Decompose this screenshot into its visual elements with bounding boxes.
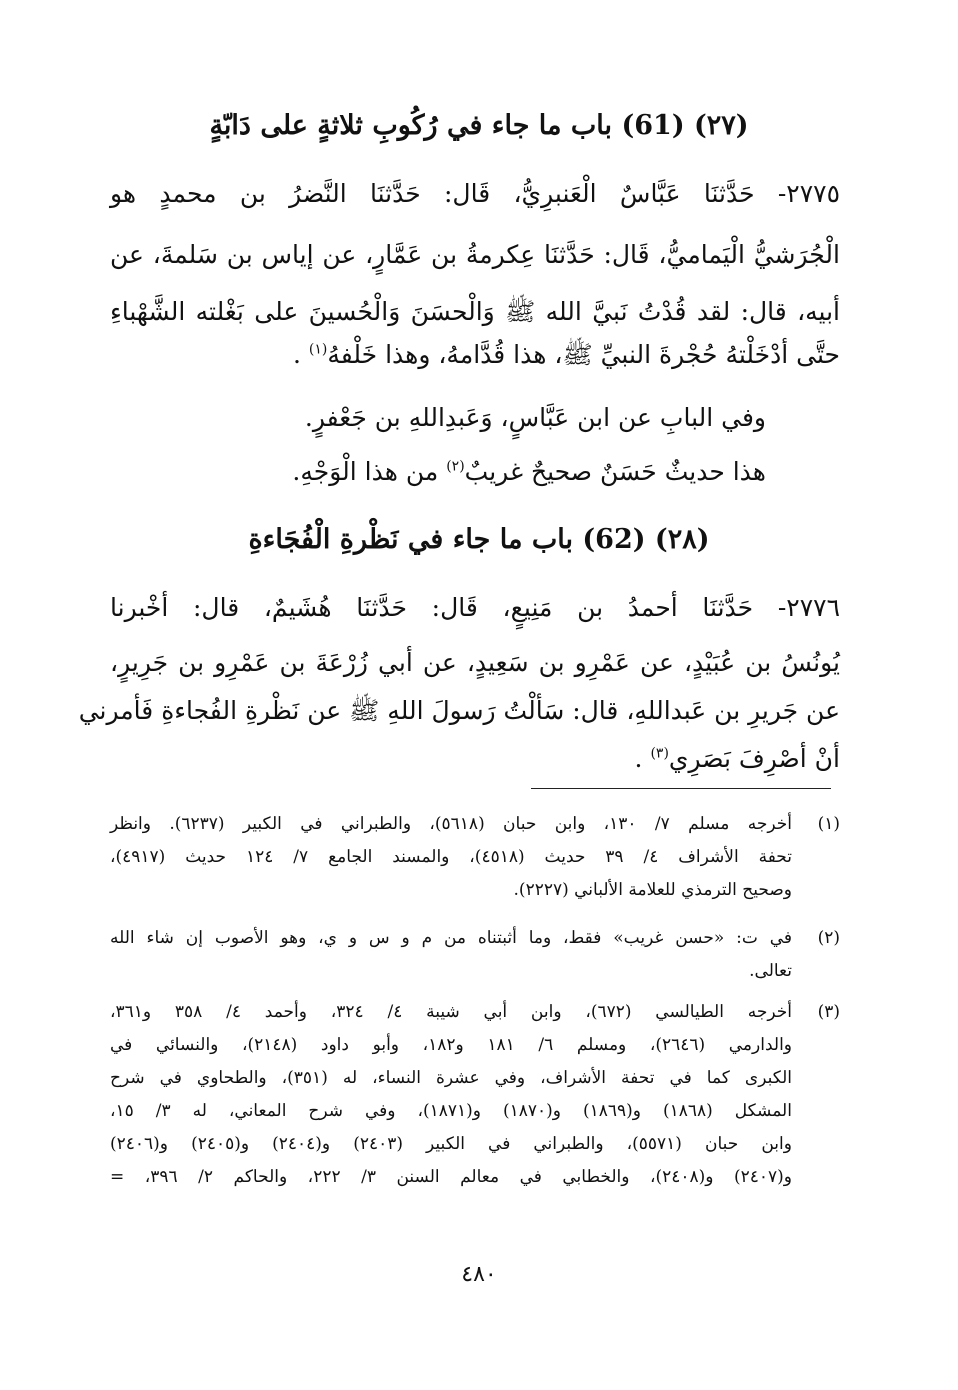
footnote-line: و(٢٤٠٧) و(٢٤٠٨)، والخطابي في معالم السنن ٣/ ٢٢٢، والحاكم ٢/ ٣٩٦، = bbox=[110, 1167, 793, 1187]
bab-note: وفي البابِ عن ابن عَبَّاسٍ، وَعَبدِاللهِ بن جَعْفرٍ. bbox=[304, 403, 766, 432]
footnote-line: وصحيح الترمذي للعلامة الألباني (٢٢٢٧). bbox=[513, 880, 792, 900]
footnote-line: تحفة الأشراف ٤/ ٣٩ حديث (٤٥١٨)، والمسند الجامع ٧/ ١٢٤ حديث (٤٩١٧)، bbox=[110, 847, 793, 867]
footnote-line: الكبرى كما في تحفة الأشراف، وفي عشرة النساء، له (٣٥١)، والطحاوي في شرح bbox=[110, 1068, 792, 1088]
hadith-end: . bbox=[634, 744, 651, 773]
hadith-line: ٢٧٧٦- حَدَّثنَا أحمدُ بن مَنِيعٍ، قَال: حَدَّثنَا هُشَيمٌ، قال: أخْبرنا bbox=[110, 593, 840, 622]
footnote-line: في ت: «حسن غريب» فقط، وما أثبتناه من م و س و ي، وهو الأصوب إن شاء الله bbox=[110, 928, 792, 948]
footnote-ref-2: (٢) bbox=[446, 458, 465, 475]
footnote-line: أخرجه مسلم ٧/ ١٣٠، وابن حبان (٥٦١٨)، والطبراني في الكبير (٦٢٣٧). وانظر bbox=[110, 814, 792, 834]
hadith-text: أنْ أصْرِفَ بَصَرِي bbox=[668, 744, 840, 773]
footnote-line: وابن حبان (٥٥٧١)، والطبراني في الكبير (٢٤٠٣) و(٢٤٠٤) و(٢٤٠٥) و(٢٤٠٦) bbox=[110, 1134, 792, 1154]
footnote-number: (١) bbox=[817, 814, 840, 834]
footnote-ref-1: (١) bbox=[308, 341, 328, 358]
footnote-number: (٢) bbox=[817, 928, 840, 948]
footnote-separator bbox=[531, 788, 831, 789]
hadith-line: أبيه، قال: لقد قُدْتُ نَبيَّ الله ﷺ وَالْحسَنَ وَالْحُسينَ على بَغْلته الشَّهْباءِ bbox=[110, 297, 840, 326]
hadith-line-last bbox=[110, 737, 840, 781]
footnote-1 bbox=[110, 808, 840, 907]
chapter-heading-27: (٢٧) (61) باب ما جاء في رُكُوبِ ثلاثةٍ على دَابّةٍ bbox=[209, 110, 749, 141]
footnote-number: (٣) bbox=[817, 1002, 840, 1022]
footnote-line: أخرجه الطيالسي (٦٧٢)، وابن أبي شيبة ٤/ ٣٢٤، وأحمد ٤/ ٣٥٨ و٣٦١، bbox=[110, 1002, 792, 1022]
hadith-line: عن جَريرِ بن عَبداللهِ، قال: سَألْتُ رَسولَ اللهِ ﷺ عن نَظْرةِ الفُجاءةِ فَأمرني bbox=[78, 696, 840, 725]
footnote-ref-3: (٣) bbox=[650, 745, 669, 762]
footnote-3 bbox=[110, 996, 840, 1194]
footnote-line: تعالى. bbox=[749, 961, 792, 981]
footnote-line: والدارمي (٢٦٤٦)، ومسلم ٦/ ١٨١ و١٨٢، وأبو داود (٢١٤٨)، والنسائي في bbox=[110, 1035, 792, 1055]
hadith-line: الْجُرَشيُّ الْيَماميُّ، قَال: حَدَّثنَا عِكرمةُ بن عَمَّارٍ، عن إياس بن سَلمةَ، عن bbox=[110, 240, 840, 269]
footnote-line: المشكل (١٨٦٨) و(١٨٦٩) و(١٨٧٠) و(١٨٧١)، وفي شرح المعاني، له ٣/ ١٥، bbox=[110, 1101, 792, 1121]
footnote-2 bbox=[110, 922, 840, 988]
hadith-end: . bbox=[292, 340, 309, 369]
chapter-heading-28: (٢٨) (62) باب ما جاء في نَظْرةِ الْفُجَاءةِ bbox=[248, 524, 710, 555]
grade-text-end: من هذا الْوَجْهِ. bbox=[292, 457, 447, 486]
hadith-line-last bbox=[110, 333, 840, 377]
hadith-text: حتَّى أدْخَلْتهُ حُجْرةَ النبيِّ ﷺ، هذا قُدَّامهُ، وهذا خَلْفهُ bbox=[327, 340, 840, 369]
hadith-grade bbox=[110, 450, 766, 494]
hadith-line: ٢٧٧٥- حَدَّثنَا عَبَّاسٌ الْعَنبرِيُّ، قَال: حَدَّثنَا النَّضرُ بن محمدٍ هو bbox=[110, 179, 840, 208]
page-number: ٤٨٠ bbox=[461, 1262, 497, 1287]
hadith-line: يُونُسُ بن عُبَيْدٍ، عن عَمْرِو بن سَعِيدٍ، عن أبي زُرْعَةَ بن عَمْرِو بن جَرِيرٍ، bbox=[110, 648, 840, 677]
grade-text: هذا حديثٌ حَسَنٌ صحيحٌ غريبٌ bbox=[464, 457, 766, 486]
